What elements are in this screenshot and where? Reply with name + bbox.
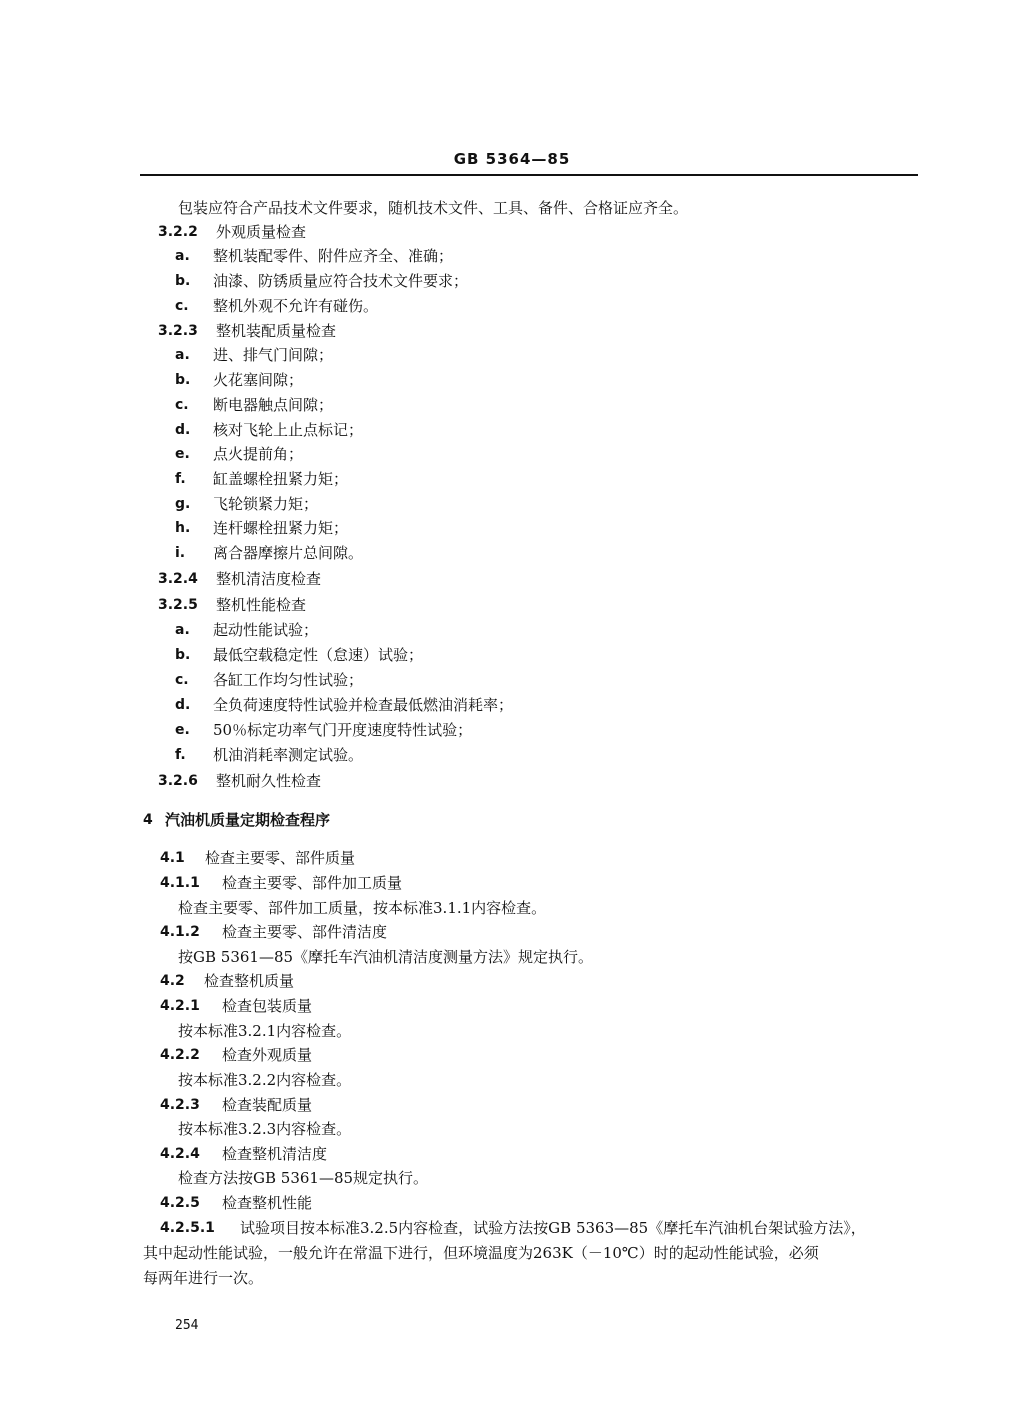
clause-number: 3.2.5 — [158, 597, 198, 613]
clause-number: g. — [175, 496, 191, 512]
clause-text: 整机装配质量检查 — [216, 322, 337, 340]
clause-text: 各缸工作均匀性试验； — [213, 671, 364, 689]
clause-text: 断电器触点间隙； — [213, 396, 334, 414]
clause-text: 全负荷速度特性试验并检查最低燃油消耗率； — [213, 696, 514, 714]
clause-text: 整机耐久性检查 — [216, 772, 322, 790]
clause-number: 4.1 — [160, 850, 185, 866]
clause-number: c. — [175, 397, 189, 413]
clause-text: 按本标准3.2.1内容检查。 — [178, 1022, 352, 1040]
page-header: GB 5364—85 — [453, 150, 571, 168]
clause-number: d. — [175, 697, 191, 713]
clause-number: c. — [175, 298, 189, 314]
clause-text: 飞轮锁紧力矩； — [213, 495, 319, 513]
clause-number: e. — [175, 446, 190, 462]
clause-text: 离合器摩擦片总间隙。 — [213, 544, 364, 562]
clause-text: 检查主要零、部件质量 — [205, 849, 356, 867]
clause-text: 检查外观质量 — [222, 1046, 313, 1064]
clause-text: 检查包装质量 — [222, 997, 313, 1015]
clause-number: 4.2.3 — [160, 1097, 200, 1113]
clause-number: 4.1.2 — [160, 924, 200, 940]
clause-number: 4.2.1 — [160, 998, 200, 1014]
clause-number: 4.2.2 — [160, 1047, 200, 1063]
clause-text: 其中起动性能试验，一般允许在常温下进行，但环境温度为263K（－10℃）时的起动性能试验，必须 — [143, 1244, 819, 1262]
clause-number: b. — [175, 273, 191, 289]
clause-number: e. — [175, 722, 190, 738]
clause-number: b. — [175, 372, 191, 388]
clause-number: 4 — [143, 812, 153, 828]
clause-number: c. — [175, 672, 189, 688]
clause-text: 整机清洁度检查 — [216, 570, 322, 588]
clause-text: 检查主要零、部件加工质量，按本标准3.1.1内容检查。 — [178, 899, 547, 917]
clause-number: 3.2.6 — [158, 773, 198, 789]
clause-number: b. — [175, 647, 191, 663]
clause-text: 检查主要零、部件加工质量 — [222, 874, 403, 892]
clause-text: 外观质量检查 — [216, 223, 307, 241]
clause-text: 每两年进行一次。 — [143, 1269, 264, 1287]
clause-number: i. — [175, 545, 186, 561]
clause-text: 检查装配质量 — [222, 1096, 313, 1114]
page-number: 254 — [175, 1318, 199, 1333]
clause-text: 火花塞间隙； — [213, 371, 304, 389]
clause-text: 整机装配零件、附件应齐全、准确； — [213, 247, 454, 265]
clause-number: h. — [175, 520, 191, 536]
clause-text: 按本标准3.2.3内容检查。 — [178, 1120, 352, 1138]
clause-number: a. — [175, 347, 190, 363]
clause-text: 整机外观不允许有碰伤。 — [213, 297, 379, 315]
clause-number: 4.2.5.1 — [160, 1220, 215, 1236]
clause-number: 4.2.5 — [160, 1195, 200, 1211]
clause-text: 按本标准3.2.2内容检查。 — [178, 1071, 352, 1089]
clause-text: 最低空载稳定性（怠速）试验； — [213, 646, 424, 664]
clause-text: 检查整机性能 — [222, 1194, 313, 1212]
clause-text: 包装应符合产品技术文件要求，随机技术文件、工具、备件、合格证应齐全。 — [178, 199, 689, 217]
clause-text: 汽油机质量定期检查程序 — [165, 811, 331, 829]
clause-text: 检查方法按GB 5361—85规定执行。 — [178, 1169, 429, 1187]
clause-text: 试验项目按本标准3.2.5内容检查，试验方法按GB 5363—85《摩托车汽油机台架试验方法》， — [240, 1219, 866, 1237]
clause-text: 机油消耗率测定试验。 — [213, 746, 364, 764]
clause-text: 起动性能试验； — [213, 621, 319, 639]
clause-number: f. — [175, 471, 186, 487]
clause-text: 油漆、防锈质量应符合技术文件要求； — [213, 272, 469, 290]
clause-number: 4.2 — [160, 973, 185, 989]
clause-text: 按GB 5361—85《摩托车汽油机清洁度测量方法》规定执行。 — [178, 948, 594, 966]
clause-number: a. — [175, 622, 190, 638]
header-rule — [140, 174, 918, 176]
clause-text: 点火提前角； — [213, 445, 304, 463]
clause-text: 检查整机清洁度 — [222, 1145, 328, 1163]
clause-text: 50％标定功率气门开度速度特性试验； — [213, 721, 473, 739]
clause-number: 3.2.3 — [158, 323, 198, 339]
clause-number: a. — [175, 248, 190, 264]
clause-number: 4.2.4 — [160, 1146, 200, 1162]
clause-number: f. — [175, 747, 186, 763]
clause-text: 核对飞轮上止点标记； — [213, 421, 364, 439]
clause-number: 4.1.1 — [160, 875, 200, 891]
clause-text: 整机性能检查 — [216, 596, 307, 614]
clause-number: 3.2.4 — [158, 571, 198, 587]
clause-text: 进、排气门间隙； — [213, 346, 334, 364]
clause-number: d. — [175, 422, 191, 438]
clause-text: 检查整机质量 — [204, 972, 295, 990]
clause-number: 3.2.2 — [158, 224, 198, 240]
clause-text: 检查主要零、部件清洁度 — [222, 923, 388, 941]
clause-text: 连杆螺栓扭紧力矩； — [213, 519, 349, 537]
clause-text: 缸盖螺栓扭紧力矩； — [213, 470, 349, 488]
